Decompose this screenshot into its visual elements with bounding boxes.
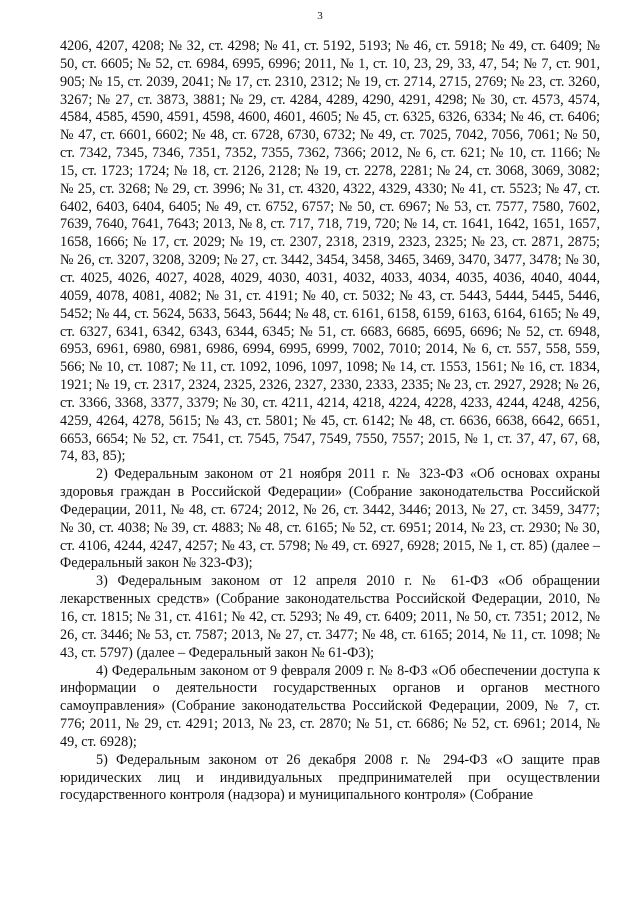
paragraph-continuation: 4206, 4207, 4208; № 32, ст. 4298; № 41, ст. 5192, 5193; № 46, ст. 5918; № 49, ст. 6409; № 50, ст. 6605; № 52, ст. 6984, 6995, 6996; 2011, № 1, ст. 10, 23, 29, 33, 47, 54; № 7, ст. 901, 905; № 15, ст. 2039, 2041; № 17, ст. 2310, 2312; № 19, ст. 2714, 2715, 2769; № 23, ст. 3260, 3267; № 27, ст. 3873, 3881; № 29, ст. 4284, 4289, 4290, 4291, 4298; № 30, ст. 4573, 4574, 4584, 4585, 4590, 4591, 4598, 4600, 4601, 4605; № 45, ст. 6325, 6326, 6334; № 46, ст. 6406; № 47, ст. 6601, 6602; № 48, ст. 6728, 6730, 6732; № 49, ст. 7025, 7042, 7056, 7061; № 50, ст. 7342, 7345, 7346, 7351, 7352, 7355, 7362, 7366; 2012, № 6, ст. 621; № 10, ст. 1166; № 15, ст. 1723; 1724; № 18, ст. 2126, 2128; № 19, ст. 2278, 2281; № 24, ст. 3068, 3069, 3082; № 25, ст. 3268; № 29, ст. 3996; № 31, ст. 4320, 4322, 4329, 4330; № 41, ст. 5523; № 47, ст. 6402, 6403, 6404, 6405; № 49, ст. 6752, 6757; № 50, ст. 6967; № 53, ст. 7577, 7580, 7602, 7639, 7640, 7641, 7643; 2013, № 8, ст. 717, 718, 719, 720; № 14, ст. 1641, 1642, 1651, 1657, 1658, 1666; № 17, ст. 2029; № 19, ст. 2307, 2318, 2319, 2323, 2325; № 23, ст. 2871, 2875; № 26, ст. 3207, 3208, 3209; № 27, ст. 3442, 3454, 3458, 3465, 3469, 3470, 3477, 3478; № 30, ст. 4025, 4026, 4027, 4028, 4029, 4030, 4031, 4032, 4033, 4034, 4035, 4036, 4040, 4044, 4059, 4078, 4081, 4082; № 31, ст. 4191; № 40, ст. 5032; № 43, ст. 5443, 5444, 5445, 5446, 5452; № 44, ст. 5624, 5633, 5643, 5644; № 48, ст. 6161, 6158, 6159, 6163, 6164, 6165; № 49, ст. 6327, 6341, 6342, 6343, 6344, 6345; № 51, ст. 6683, 6685, 6695, 6696; № 52, ст. 6948, 6953, 6961, 6980, 6981, 6986, 6994, 6995, 6999, 7002, 7010; 2014, № 6, ст. 557, 558, 559, 566; № 10, ст. 1087; № 11, ст. 1092, 1096, 1097, 1098; № 14, ст. 1553, 1561; № 16, ст. 1834, 1921; № 19, ст. 2317, 2324, 2325, 2326, 2327, 2330, 2333, 2335; № 23, ст. 2927, 2928; № 26, ст. 3366, 3368, 3377, 3379; № 30, ст. 4211, 4214, 4218, 4224, 4228, 4233, 4244, 4248, 4256, 4259, 4264, 4278, 5615; № 43, ст. 5801; № 45, ст. 6142; № 48, ст. 6636, 6638, 6642, 6651, 6653, 6654; № 52, ст. 7541, ст. 7545, 7547, 7549, 7550, 7557; 2015, № 1, ст. 37, 47, 67, 68, 74, 83, 85);: [60, 38, 600, 465]
page-number: 3: [317, 10, 323, 22]
paragraph-item-2: 2) Федеральным законом от 21 ноября 2011 г. № 323-ФЗ «Об основах охраны здоровья граждан в Российской Федерации» (Собрание законодательства Российской Федерации, 2011, № 48, ст. 6724; 2012, № 26, ст. 3442, 3446; 2013, № 27, ст. 3459, 3477; № 30, ст. 4038; № 39, ст. 4883; № 48, ст. 6165; № 52, ст. 6951; 2014, № 23, ст. 2930; № 30, ст. 4106, 4244, 4247, 4257; № 43, ст. 5798; № 49, ст. 6927, 6928; 2015, № 1, ст. 85) (далее – Федеральный закон № 323-ФЗ);: [60, 466, 600, 572]
document-body: [60, 38, 600, 805]
paragraph-item-3: 3) Федеральным законом от 12 апреля 2010 г. № 61-ФЗ «Об обращении лекарственных средств» (Собрание законодательства Российской Федерации, 2010, № 16, ст. 1815; № 31, ст. 4161; № 42, ст. 5293; № 49, ст. 6409; 2011, № 50, ст. 7351; 2012, № 26, ст. 3446; № 53, ст. 7587; 2013, № 27, ст. 3477; № 48, ст. 6165; 2014, № 11, ст. 1098; № 43, ст. 5797) (далее – Федеральный закон № 61-ФЗ);: [60, 573, 600, 661]
paragraph-item-5: 5) Федеральным законом от 26 декабря 2008 г. № 294-ФЗ «О защите прав юридических лиц и индивидуальных предпринимателей при осуществлении государственного контроля (надзора) и муниципального контроля» (Собрание: [60, 751, 600, 804]
paragraph-item-4: 4) Федеральным законом от 9 февраля 2009 г. № 8-ФЗ «Об обеспечении доступа к информации о деятельности государственных органов и органов местного самоуправления» (Собрание законодательства Российской Федерации, 2009, № 7, ст. 776; 2011, № 29, ст. 4291; 2013, № 23, ст. 2870; № 51, ст. 6686; № 52, ст. 6961; 2014, № 49, ст. 6928);: [60, 662, 600, 750]
